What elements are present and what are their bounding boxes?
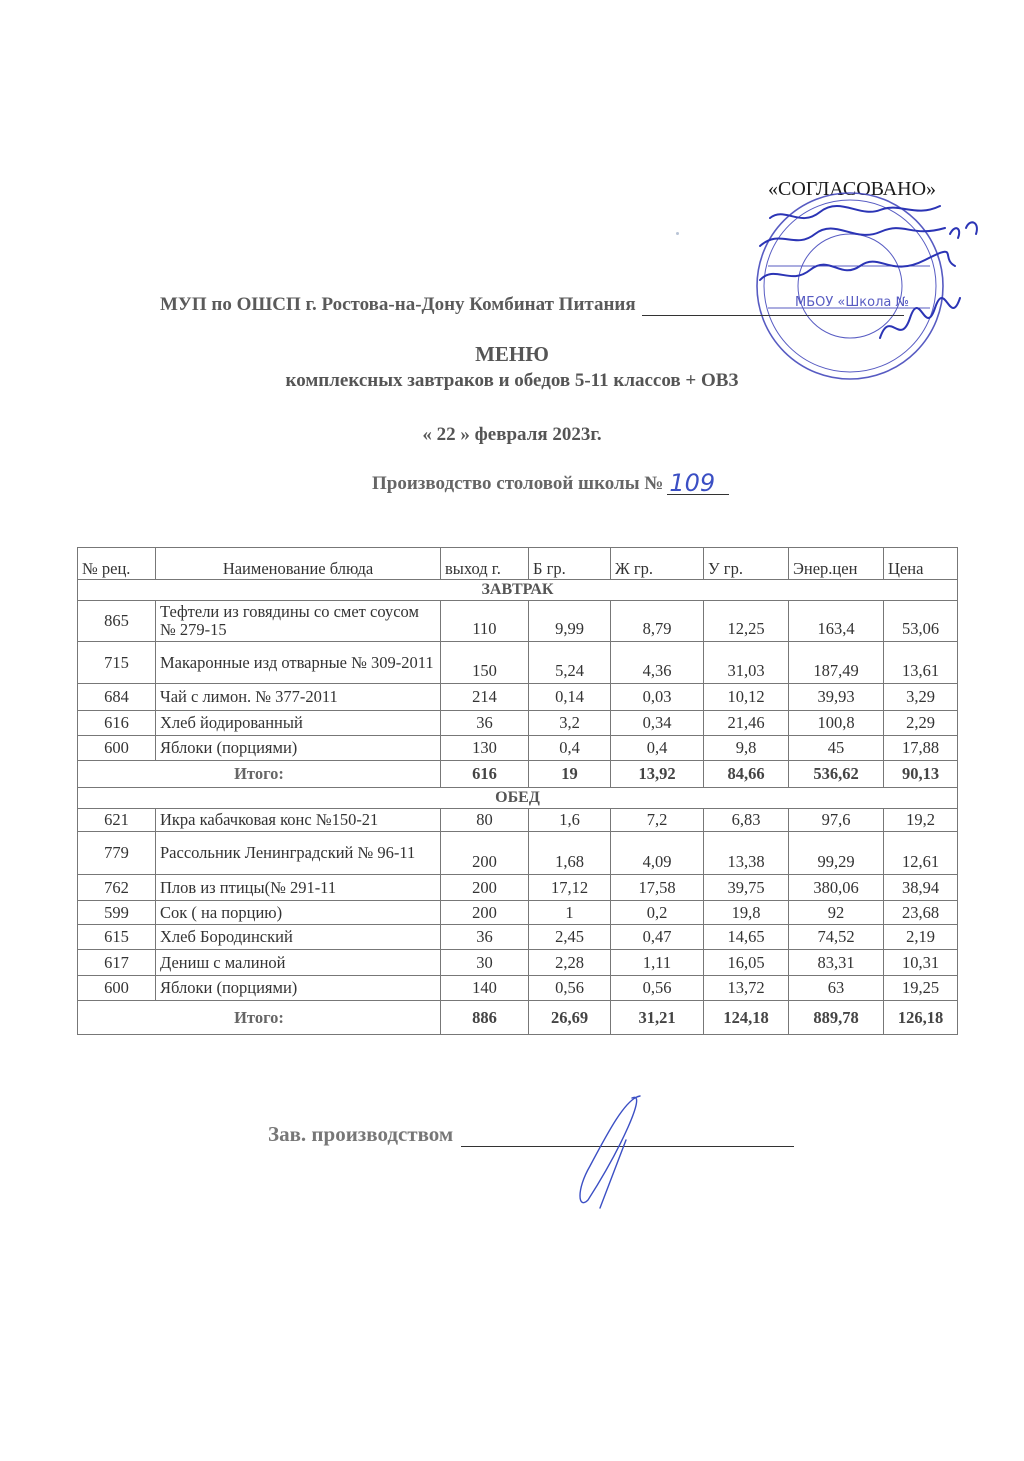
price-cell: 38,94 <box>884 875 958 901</box>
energy-cell: 380,06 <box>789 875 884 901</box>
yield-cell: 200 <box>441 875 529 901</box>
col-header-fat: Ж гр. <box>611 548 704 580</box>
total-fat-cell: 31,21 <box>611 1001 704 1035</box>
carbs-cell: 16,05 <box>704 950 789 976</box>
section-title: ОБЕД <box>78 788 958 809</box>
yield-cell: 150 <box>441 642 529 684</box>
table-row <box>78 809 958 832</box>
col-header-carbs: У гр. <box>704 548 789 580</box>
recipe-code-cell: 715 <box>78 642 156 684</box>
fat-cell: 4,36 <box>611 642 704 684</box>
table-header-row <box>78 548 958 580</box>
dish-name-cell: Макаронные изд отварные № 309-2011 <box>156 642 441 684</box>
energy-cell: 100,8 <box>789 711 884 736</box>
organization-line <box>160 294 904 316</box>
menu-table-body <box>78 580 958 1035</box>
price-cell: 53,06 <box>884 601 958 642</box>
protein-cell: 0,14 <box>529 684 611 711</box>
energy-cell: 74,52 <box>789 925 884 950</box>
yield-cell: 200 <box>441 832 529 875</box>
table-row <box>78 684 958 711</box>
protein-cell: 2,45 <box>529 925 611 950</box>
table-row <box>78 736 958 761</box>
dish-name-cell: Чай с лимон. № 377-2011 <box>156 684 441 711</box>
carbs-cell: 14,65 <box>704 925 789 950</box>
recipe-code-cell: 684 <box>78 684 156 711</box>
total-energy-cell: 889,78 <box>789 1001 884 1035</box>
energy-cell: 92 <box>789 901 884 925</box>
total-price-cell: 90,13 <box>884 761 958 788</box>
price-cell: 19,25 <box>884 976 958 1001</box>
school-line <box>372 469 729 497</box>
yield-cell: 36 <box>441 925 529 950</box>
dish-name-cell: Дениш с малиной <box>156 950 441 976</box>
carbs-cell: 10,12 <box>704 684 789 711</box>
recipe-code-cell: 621 <box>78 809 156 832</box>
price-cell: 13,61 <box>884 642 958 684</box>
carbs-cell: 6,83 <box>704 809 789 832</box>
total-label: Итого: <box>78 1001 441 1035</box>
protein-cell: 17,12 <box>529 875 611 901</box>
energy-cell: 83,31 <box>789 950 884 976</box>
carbs-cell: 9,8 <box>704 736 789 761</box>
price-cell: 2,29 <box>884 711 958 736</box>
document-subtitle: комплексных завтраков и обедов 5-11 классов + ОВЗ <box>285 370 739 391</box>
energy-cell: 97,6 <box>789 809 884 832</box>
fat-cell: 0,03 <box>611 684 704 711</box>
document-title: МЕНЮ <box>475 342 549 366</box>
dish-name-cell: Тефтели из говядины со смет соусом № 279-15 <box>156 601 441 642</box>
total-protein-cell: 19 <box>529 761 611 788</box>
recipe-code-cell: 615 <box>78 925 156 950</box>
fat-cell: 8,79 <box>611 601 704 642</box>
recipe-code-cell: 865 <box>78 601 156 642</box>
table-row <box>78 901 958 925</box>
recipe-code-cell: 616 <box>78 711 156 736</box>
footer-signature-blank <box>461 1126 794 1147</box>
col-header-protein: Б гр. <box>529 548 611 580</box>
fat-cell: 17,58 <box>611 875 704 901</box>
energy-cell: 45 <box>789 736 884 761</box>
carbs-cell: 12,25 <box>704 601 789 642</box>
energy-cell: 163,4 <box>789 601 884 642</box>
organization-name: МУП по ОШСП г. Ростова-на-Дону Комбинат Питания <box>160 294 636 315</box>
carbs-cell: 13,72 <box>704 976 789 1001</box>
yield-cell: 214 <box>441 684 529 711</box>
carbs-cell: 13,38 <box>704 832 789 875</box>
yield-cell: 30 <box>441 950 529 976</box>
total-yield-cell: 616 <box>441 761 529 788</box>
recipe-code-cell: 779 <box>78 832 156 875</box>
table-row <box>78 950 958 976</box>
total-row <box>78 761 958 788</box>
dish-name-cell: Яблоки (порциями) <box>156 976 441 1001</box>
menu-date: « 22 » февраля 2023г. <box>422 424 602 445</box>
energy-cell: 63 <box>789 976 884 1001</box>
scan-speck <box>676 232 679 235</box>
carbs-cell: 21,46 <box>704 711 789 736</box>
school-number: 109 <box>667 472 729 495</box>
col-header-price: Цена <box>884 548 958 580</box>
price-cell: 17,88 <box>884 736 958 761</box>
section-header-row <box>78 580 958 601</box>
protein-cell: 0,56 <box>529 976 611 1001</box>
total-row <box>78 1001 958 1035</box>
price-cell: 23,68 <box>884 901 958 925</box>
dish-name-cell: Хлеб Бородинский <box>156 925 441 950</box>
dish-name-cell: Сок ( на порцию) <box>156 901 441 925</box>
recipe-code-cell: 599 <box>78 901 156 925</box>
total-protein-cell: 26,69 <box>529 1001 611 1035</box>
stamp-school-text: МБОУ «Школа № <box>795 295 910 310</box>
protein-cell: 3,2 <box>529 711 611 736</box>
fat-cell: 4,09 <box>611 832 704 875</box>
director-signature <box>760 206 977 338</box>
total-label: Итого: <box>78 761 441 788</box>
price-cell: 2,19 <box>884 925 958 950</box>
price-cell: 12,61 <box>884 832 958 875</box>
fat-cell: 7,2 <box>611 809 704 832</box>
col-header-yield: выход г. <box>441 548 529 580</box>
yield-cell: 140 <box>441 976 529 1001</box>
footer-signature-line <box>268 1122 794 1147</box>
energy-cell: 99,29 <box>789 832 884 875</box>
organization-signature-line <box>642 297 904 316</box>
table-row <box>78 832 958 875</box>
dish-name-cell: Яблоки (порциями) <box>156 736 441 761</box>
total-yield-cell: 886 <box>441 1001 529 1035</box>
recipe-code-cell: 600 <box>78 736 156 761</box>
dish-name-cell: Рассольник Ленинградский № 96-11 <box>156 832 441 875</box>
yield-cell: 80 <box>441 809 529 832</box>
protein-cell: 1,6 <box>529 809 611 832</box>
table-row <box>78 925 958 950</box>
carbs-cell: 19,8 <box>704 901 789 925</box>
carbs-cell: 31,03 <box>704 642 789 684</box>
stamp-center-ring <box>798 234 902 338</box>
col-header-code: № рец. <box>78 548 156 580</box>
recipe-code-cell: 617 <box>78 950 156 976</box>
protein-cell: 1,68 <box>529 832 611 875</box>
total-price-cell: 126,18 <box>884 1001 958 1035</box>
fat-cell: 0,56 <box>611 976 704 1001</box>
yield-cell: 110 <box>441 601 529 642</box>
section-header-row <box>78 788 958 809</box>
carbs-cell: 39,75 <box>704 875 789 901</box>
yield-cell: 130 <box>441 736 529 761</box>
protein-cell: 9,99 <box>529 601 611 642</box>
protein-cell: 5,24 <box>529 642 611 684</box>
total-carbs-cell: 84,66 <box>704 761 789 788</box>
school-label: Производство столовой школы № <box>372 473 664 494</box>
col-header-name: Наименование блюда <box>156 548 441 580</box>
table-row <box>78 875 958 901</box>
protein-cell: 2,28 <box>529 950 611 976</box>
total-fat-cell: 13,92 <box>611 761 704 788</box>
yield-cell: 36 <box>441 711 529 736</box>
fat-cell: 0,4 <box>611 736 704 761</box>
footer-signature-label: Зав. производством <box>268 1122 454 1146</box>
protein-cell: 0,4 <box>529 736 611 761</box>
dish-name-cell: Плов из птицы(№ 291-11 <box>156 875 441 901</box>
price-cell: 19,2 <box>884 809 958 832</box>
fat-cell: 0,34 <box>611 711 704 736</box>
approval-label: «СОГЛАСОВАНО» <box>768 178 937 200</box>
total-carbs-cell: 124,18 <box>704 1001 789 1035</box>
recipe-code-cell: 600 <box>78 976 156 1001</box>
price-cell: 10,31 <box>884 950 958 976</box>
menu-table <box>77 547 958 1035</box>
dish-name-cell: Икра кабачковая конс №150-21 <box>156 809 441 832</box>
table-row <box>78 642 958 684</box>
total-energy-cell: 536,62 <box>789 761 884 788</box>
table-row <box>78 976 958 1001</box>
table-row <box>78 601 958 642</box>
protein-cell: 1 <box>529 901 611 925</box>
fat-cell: 0,47 <box>611 925 704 950</box>
yield-cell: 200 <box>441 901 529 925</box>
energy-cell: 187,49 <box>789 642 884 684</box>
production-manager-signature <box>560 1090 670 1210</box>
section-title: ЗАВТРАК <box>78 580 958 601</box>
price-cell: 3,29 <box>884 684 958 711</box>
col-header-energy: Энер.цен <box>789 548 884 580</box>
dish-name-cell: Хлеб йодированный <box>156 711 441 736</box>
fat-cell: 0,2 <box>611 901 704 925</box>
recipe-code-cell: 762 <box>78 875 156 901</box>
table-row <box>78 711 958 736</box>
fat-cell: 1,11 <box>611 950 704 976</box>
energy-cell: 39,93 <box>789 684 884 711</box>
